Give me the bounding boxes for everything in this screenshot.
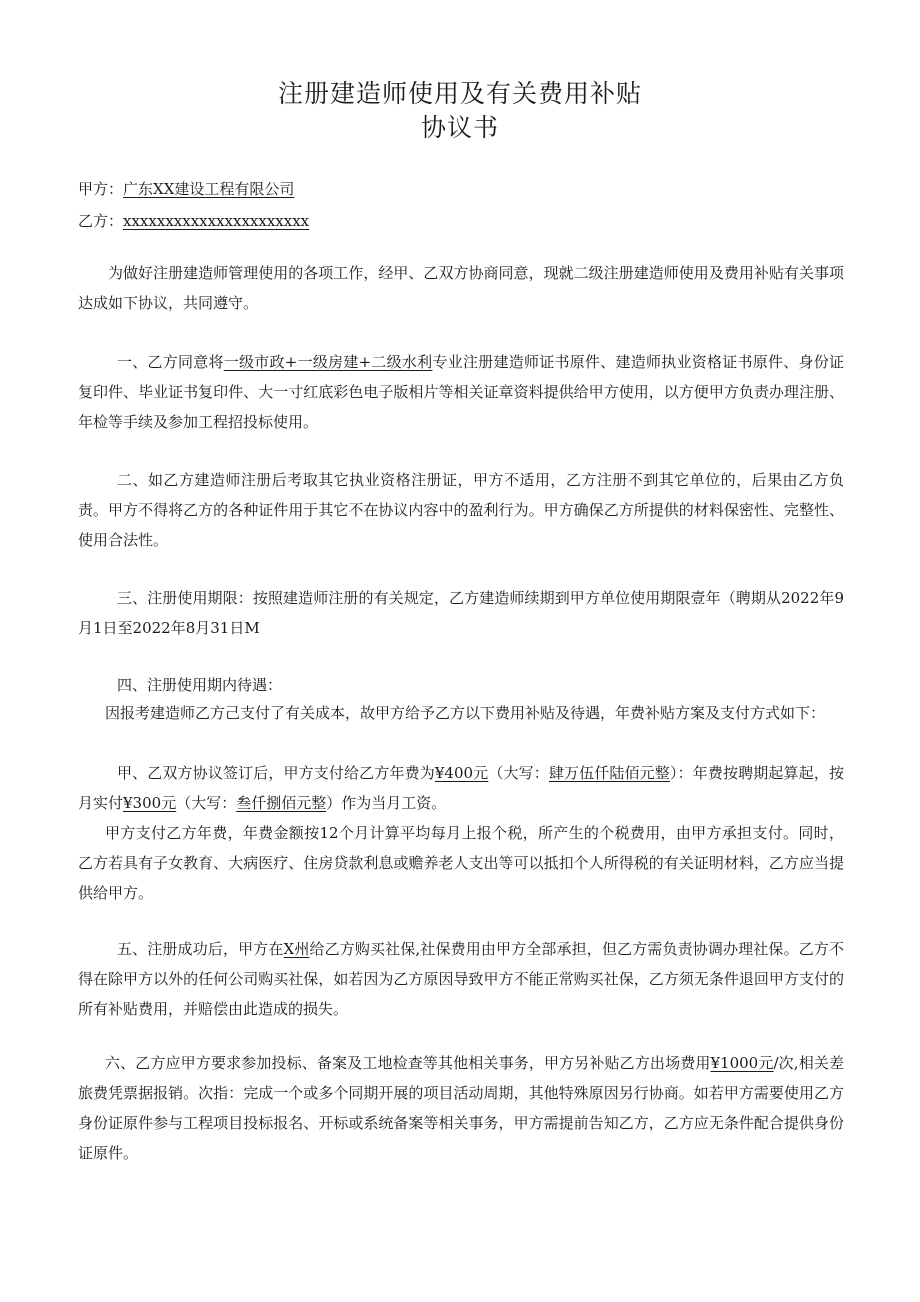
annual-fee-amount: ¥400元 [434,764,489,782]
clause-4-heading: 四、注册使用期内待遇： [117,676,283,694]
clause-1 [78,347,844,437]
monthly-fee-capitals: 叁仟捌佰元整 [236,794,327,812]
party-b [78,210,309,232]
party-a-name: 广东XX建设工程有限公司 [123,180,295,198]
payment-text-2: （大写： [488,764,549,782]
clause-4-payment [78,758,844,818]
social-security-city: X州 [283,940,310,958]
monthly-fee-amount: ¥300元 [123,794,177,812]
document-title: 注册建造师使用及有关费用补贴 [277,79,642,108]
clause-1-text: 一、乙方同意将 [117,353,224,371]
clause-2: 二、如乙方建造师注册后考取其它执业资格注册证，甲方不适用，乙方注册不到其它单位的，后果由乙方负责。甲方不得将乙方的各种证件用于其它不在协议内容中的盈利行为。甲方确保乙方所提供的材料保密性、完整性、使用合法性。 [78,471,844,549]
attendance-fee: ¥1000元 [710,1054,774,1072]
intro-paragraph: 为做好注册建造师管理使用的各项工作，经甲、乙双方协商同意，现就二级注册建造师使用及费用补贴有关事项达成如下协议，共同遵守。 [78,264,844,312]
party-b-label: 乙方： [78,212,124,230]
clause-5 [78,934,844,1024]
document-subtitle: 协议书 [420,113,499,142]
clause-1-text-cont: 专业注册建造师证书原件、建造师执业资格证书原件、身份证复印件、毕业证书复印件、大一寸红底彩色电子版相片等相关证章资料提供给甲方使用，以方便甲方负责办理注册、年检等手续及参加工程招投标使用。 [78,353,844,431]
party-a-label: 甲方： [78,180,124,198]
party-a [78,178,294,200]
payment-text-4: （大写： [176,794,237,812]
party-b-name: xxxxxxxxxxxxxxxxxxxxxx [123,212,310,230]
annual-fee-capitals: 肆万伍仟陆佰元整 [548,764,670,782]
clause-3: 三、注册使用期限：按照建造师注册的有关规定，乙方建造师续期到甲方单位使用期限壹年（聘期从2022年9月1日至2022年8月31日M [78,589,844,637]
clause-5-text-cont: 给乙方购买社保,社保费用由甲方全部承担，但乙方需负责协调办理社保。乙方不得在除甲方以外的任何公司购买社保，如若因为乙方原因导致甲方不能正常购买社保，乙方须无条件退回甲方支付的所有补贴费用，并赔偿由此造成的损失。 [78,940,844,1018]
payment-text-3: ）：年费按聘期起算起，按月实付 [78,764,844,812]
clause-4-tax: 甲方支付乙方年费，年费金额按12个月计算平均每月上报个税，所产生的个税费用，由甲方承担支付。同时，乙方若具有子女教育、大病医疗、住房贷款利息或赡养老人支出等可以抵扣个人所得税的有关证明材料，乙方应当提供给甲方。 [78,824,844,902]
clause-6 [78,1048,844,1168]
certificate-types: 一级市政+一级房建+二级水利 [223,353,433,371]
payment-text-5: ）作为当月工资。 [326,794,447,812]
payment-text: 甲、乙双方协议签订后，甲方支付给乙方年费为 [117,764,435,782]
clause-5-text: 五、注册成功后，甲方在 [117,940,284,958]
clause-4-reason: 因报考建造师乙方己支付了有关成本，故甲方给予乙方以下费用补贴及待遇，年费补贴方案及支付方式如下： [105,704,826,722]
clause-6-text: 六、乙方应甲方要求参加投标、备案及工地检查等其他相关事务，甲方另补贴乙方出场费用 [105,1054,711,1072]
clause-6-text-cont: /次,相关差旅费凭票据报销。次指：完成一个或多个同期开展的项目活动周期，其他特殊原因另行协商。如若甲方需要使用乙方身份证原件参与工程项目投标报名、开标或系统备案等相关事务，甲方需提前告知乙方，乙方应无条件配合提供身份证原件。 [78,1054,844,1162]
